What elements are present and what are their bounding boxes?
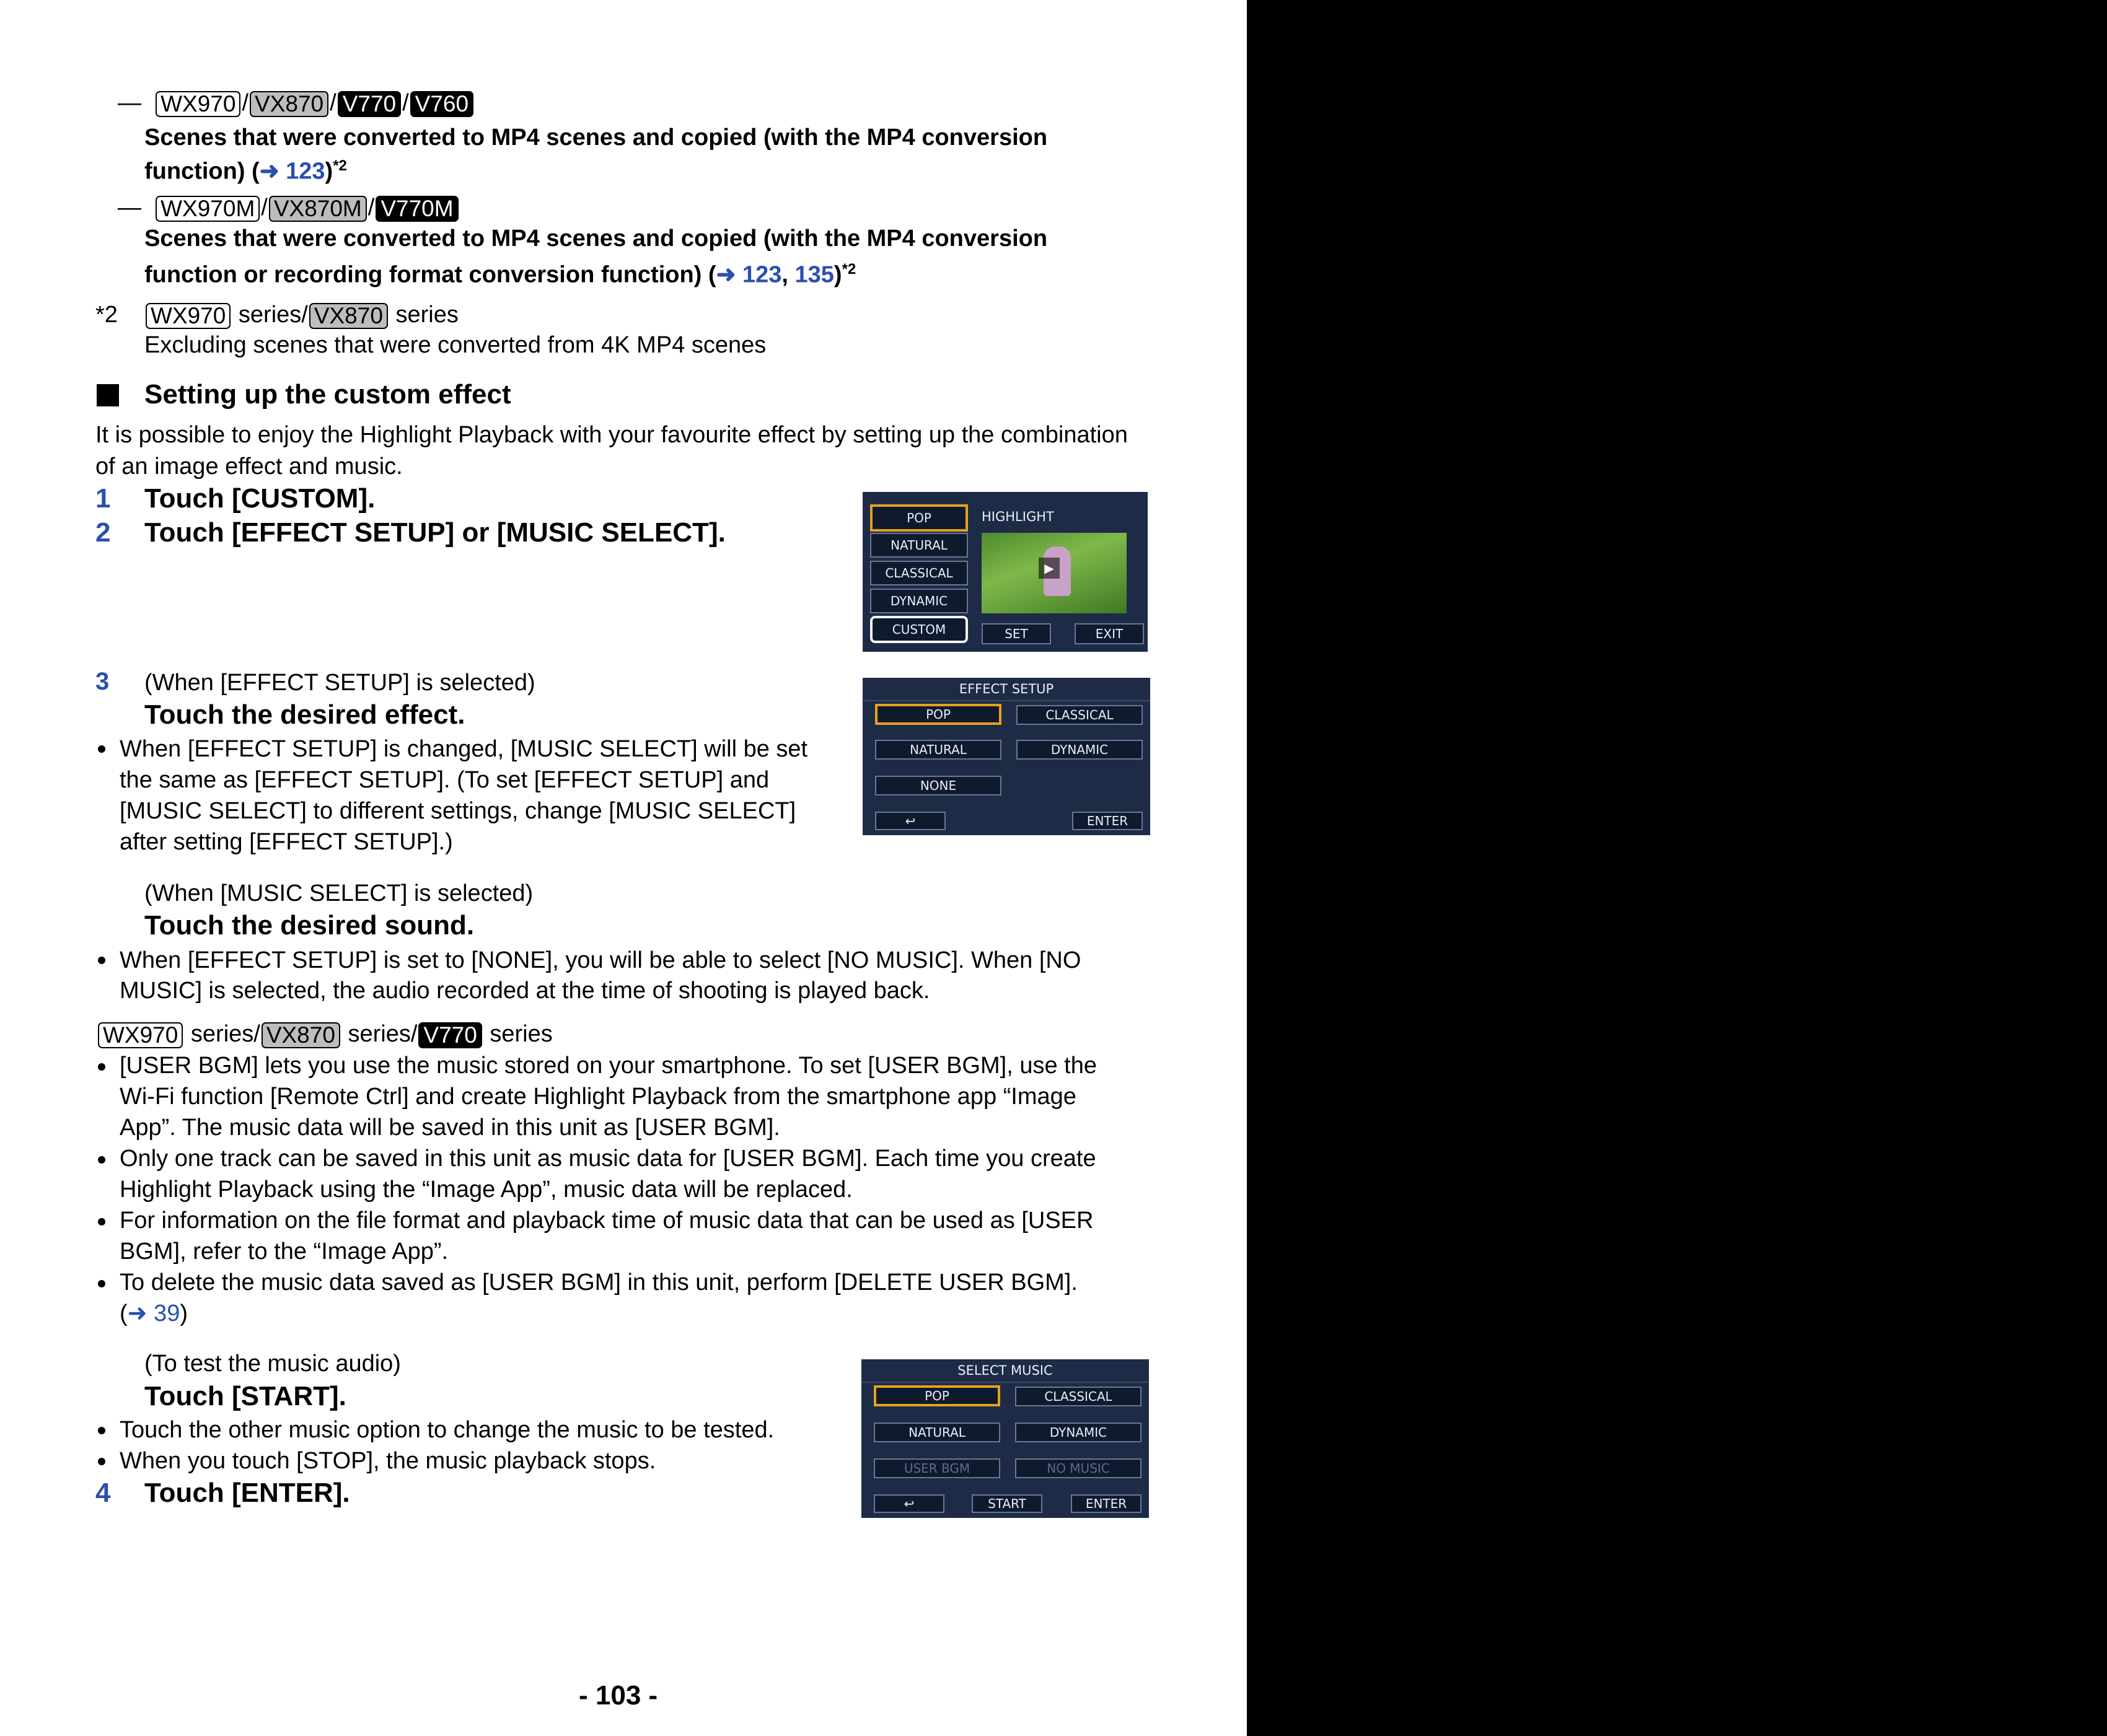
title-divider	[861, 1382, 1149, 1383]
note-test-line: When you touch [STOP], the music playback stops.	[120, 1448, 656, 1474]
highlight-title: HIGHLIGHT	[982, 509, 1054, 524]
pop-music-button[interactable]: POP	[874, 1385, 1000, 1406]
bullet-icon	[98, 957, 105, 964]
footnote-text: Excluding scenes that were converted from 4K MP4 scenes	[144, 332, 767, 358]
effect-setup-title: EFFECT SETUP	[959, 682, 1054, 696]
intro-line-1: It is possible to enjoy the Highlight Playback with your favourite effect by setting up the combination	[95, 422, 1128, 448]
bullet-icon	[98, 1280, 105, 1287]
bullet-icon	[98, 1063, 105, 1071]
delete-bgm-ref: (➜ 39)	[120, 1300, 188, 1326]
page-ref-link[interactable]: ➜ 39	[127, 1300, 180, 1326]
play-icon[interactable]: ▶	[1039, 558, 1060, 579]
note-effect-line: after setting [EFFECT SETUP].)	[120, 829, 453, 855]
series-line: WX970 series/ VX870 series/ V770 series	[97, 1019, 553, 1050]
step-2-number: 2	[95, 517, 111, 548]
pop-option[interactable]: POP	[870, 504, 968, 532]
note-test-line: Touch the other music option to change the music to be tested.	[120, 1417, 775, 1443]
test-music-condition: (To test the music audio)	[144, 1351, 401, 1377]
set-button[interactable]: SET	[982, 623, 1051, 644]
step-1-number: 1	[95, 483, 111, 514]
step-2-text: Touch [EFFECT SETUP] or [MUSIC SELECT].	[144, 517, 726, 548]
note-effect-line: the same as [EFFECT SETUP]. (To set [EFFECT SETUP] and	[120, 767, 770, 793]
classical-option[interactable]: CLASSICAL	[870, 561, 968, 585]
dynamic-effect-button[interactable]: DYNAMIC	[1016, 740, 1143, 760]
step-3-condition: (When [EFFECT SETUP] is selected)	[144, 670, 535, 696]
natural-option[interactable]: NATURAL	[870, 533, 968, 558]
note-bgm-line: [USER BGM] lets you use the music stored on your smartphone. To set [USER BGM], use the	[120, 1053, 1097, 1079]
music-select-condition: (When [MUSIC SELECT] is selected)	[144, 880, 534, 906]
bullet-icon	[98, 1458, 105, 1465]
back-button[interactable]: ↩	[875, 812, 946, 830]
page-ref-link[interactable]: ➜ 123	[716, 261, 782, 288]
select-music-screen	[861, 1359, 1149, 1518]
note-sound-line: When [EFFECT SETUP] is set to [NONE], you will be able to select [NO MUSIC]. When [NO	[120, 947, 1081, 973]
section-title: Setting up the custom effect	[144, 379, 511, 410]
step-1-text: Touch [CUSTOM].	[144, 483, 376, 514]
page-number: - 103 -	[579, 1680, 658, 1711]
note-bgm-line: BGM], refer to the “Image App”.	[120, 1238, 449, 1265]
footnote-series: WX970 series/ VX870 series	[144, 299, 459, 330]
step-4-number: 4	[95, 1478, 111, 1508]
intro-line-2: of an image effect and music.	[95, 454, 403, 480]
dynamic-music-button[interactable]: DYNAMIC	[1015, 1423, 1141, 1442]
model-line-2: — WX970M / VX870M / V770M	[118, 192, 460, 223]
enter-button[interactable]: ENTER	[1072, 812, 1143, 830]
pop-effect-button[interactable]: POP	[875, 704, 1001, 725]
bullet-icon	[98, 1156, 105, 1164]
heading-square-icon	[97, 384, 119, 406]
bullet-icon	[98, 1218, 105, 1225]
note-effect-line: [MUSIC SELECT] to different settings, change [MUSIC SELECT]	[120, 798, 796, 824]
start-button[interactable]: START	[972, 1494, 1042, 1513]
preview-thumbnail	[982, 533, 1127, 613]
page-ref-link[interactable]: ➜ 123	[259, 158, 325, 185]
model-line-1: — WX970 / VX870 / V770 / V760	[118, 87, 475, 118]
scenes-text-2b: function or recording format conversion function) (➜ 123, 135)$^{*2}$	[144, 261, 856, 288]
no-music-button[interactable]: NO MUSIC	[1015, 1458, 1141, 1478]
bullet-icon	[98, 745, 105, 753]
test-music-text: Touch [START].	[144, 1381, 346, 1411]
note-bgm-line: Only one track can be saved in this unit as music data for [USER BGM]. Each time you create	[120, 1146, 1096, 1172]
step-3-text: Touch the desired effect.	[144, 699, 465, 730]
music-select-text: Touch the desired sound.	[144, 910, 475, 940]
title-divider	[863, 700, 1150, 701]
enter-button[interactable]: ENTER	[1071, 1494, 1141, 1513]
footnote-mark: *2	[95, 302, 118, 328]
natural-effect-button[interactable]: NATURAL	[875, 740, 1001, 760]
note-sound-line: MUSIC] is selected, the audio recorded at the time of shooting is played back.	[120, 978, 930, 1004]
page-ref-link[interactable]: 135	[794, 261, 834, 288]
scenes-text-1: Scenes that were converted to MP4 scenes and copied (with the MP4 conversion	[144, 125, 1048, 151]
classical-effect-button[interactable]: CLASSICAL	[1016, 705, 1143, 725]
note-effect-line: When [EFFECT SETUP] is changed, [MUSIC SELECT] will be set	[120, 736, 808, 762]
step-3-number: 3	[95, 668, 110, 695]
none-effect-button[interactable]: NONE	[875, 776, 1001, 796]
note-bgm-line: Highlight Playback using the “Image App”, music data will be replaced.	[120, 1177, 853, 1203]
user-bgm-button[interactable]: USER BGM	[874, 1458, 1000, 1478]
bullet-icon	[98, 1427, 105, 1434]
dynamic-option[interactable]: DYNAMIC	[870, 589, 968, 613]
scenes-text-2: Scenes that were converted to MP4 scenes and copied (with the MP4 conversion	[144, 226, 1048, 252]
exit-button[interactable]: EXIT	[1075, 623, 1144, 644]
back-button[interactable]: ↩	[874, 1494, 944, 1513]
note-bgm-line: Wi-Fi function [Remote Ctrl] and create Highlight Playback from the smartphone app “Image	[120, 1084, 1076, 1110]
effect-setup-screen	[863, 678, 1150, 835]
scenes-text-1b: function) (➜ 123)$^{*2}$	[144, 157, 347, 185]
classical-music-button[interactable]: CLASSICAL	[1015, 1387, 1141, 1406]
natural-music-button[interactable]: NATURAL	[874, 1423, 1000, 1442]
custom-button[interactable]: CUSTOM	[870, 616, 968, 643]
select-music-title: SELECT MUSIC	[957, 1363, 1053, 1378]
highlight-screen	[863, 492, 1148, 652]
step-4-text: Touch [ENTER].	[144, 1478, 350, 1508]
note-bgm-line: To delete the music data saved as [USER BGM] in this unit, perform [DELETE USER BGM].	[120, 1269, 1078, 1295]
note-bgm-line: App”. The music data will be saved in this unit as [USER BGM].	[120, 1115, 780, 1141]
note-bgm-line: For information on the file format and playback time of music data that can be used as [USER	[120, 1208, 1094, 1234]
